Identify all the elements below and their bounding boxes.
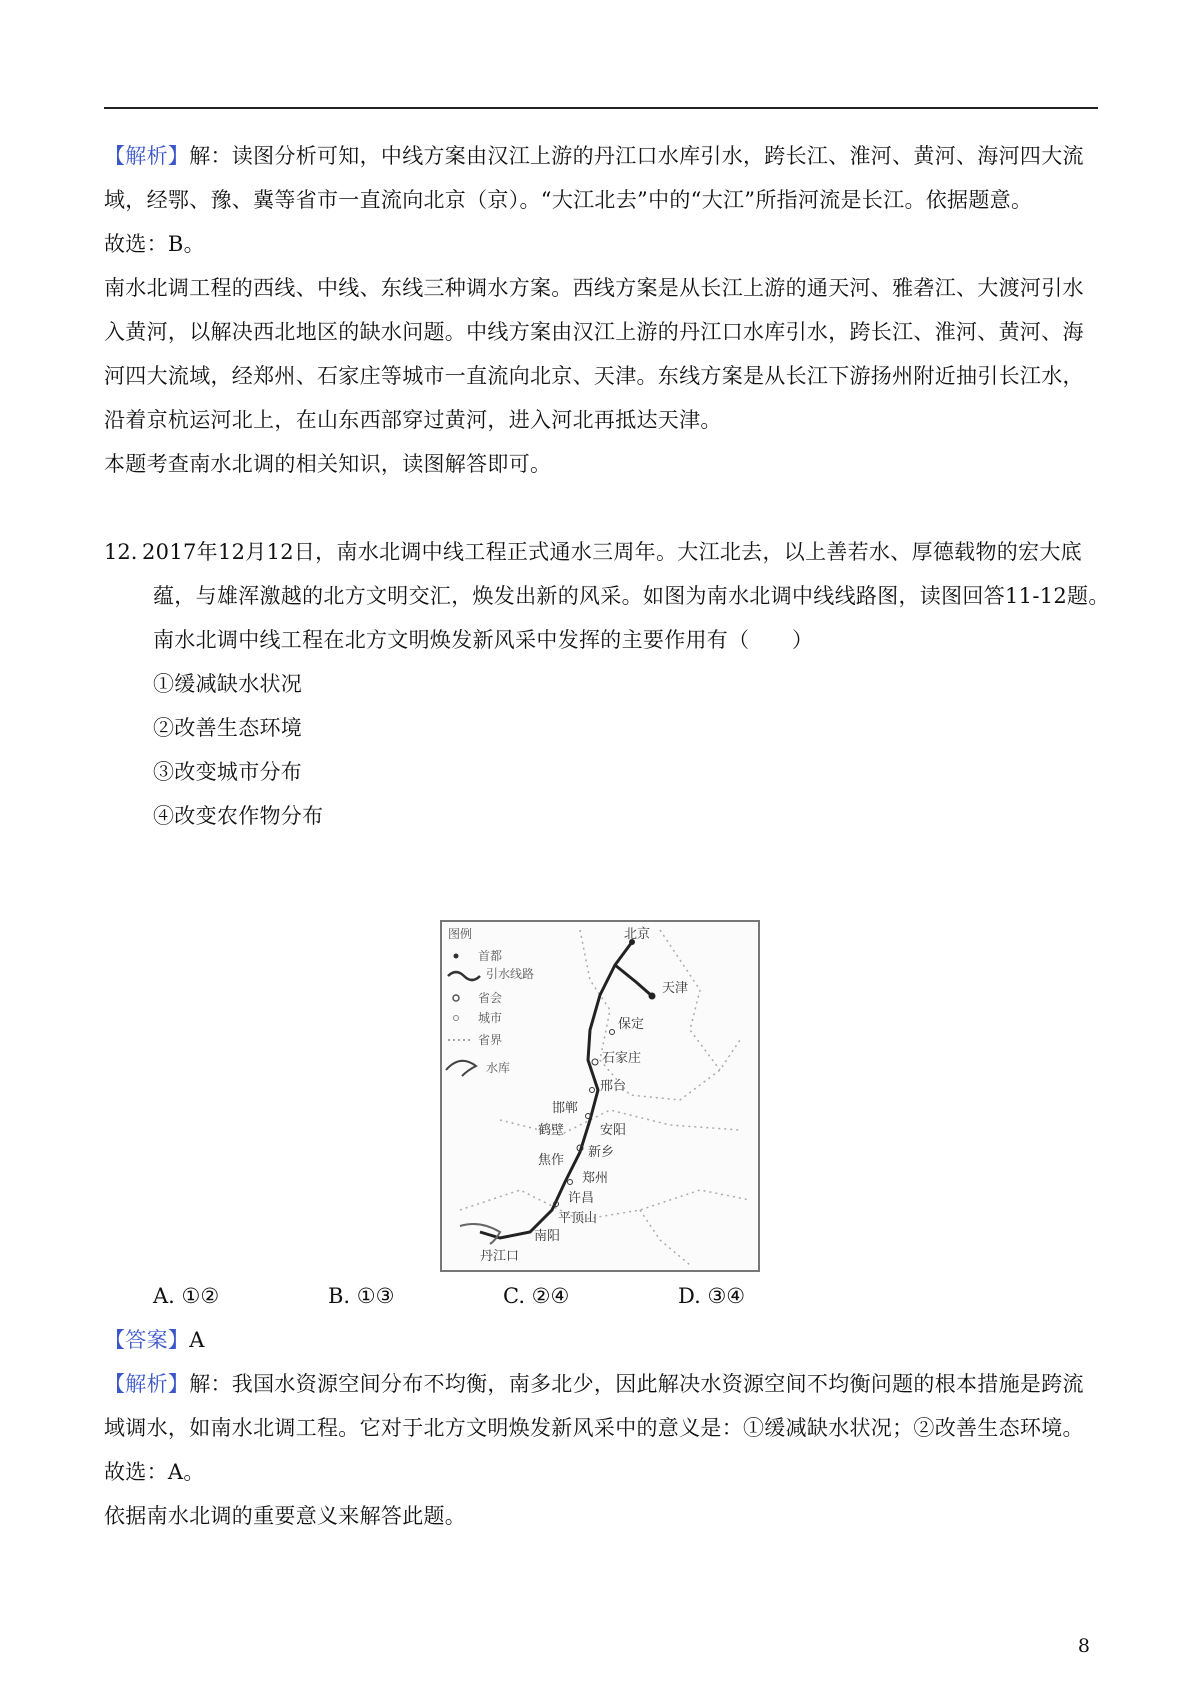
question-item-1: ①缓减缺水状况 xyxy=(153,672,303,696)
legend-province-capital: 省会 xyxy=(478,991,503,1005)
city-pingdingshan: 平顶山 xyxy=(558,1211,598,1226)
answer-line xyxy=(104,1326,205,1354)
analysis1-line6: 河四大流域，经郑州、石家庄等城市一直流向北京、天津。东线方案是从长江下游扬州附近抽引长江水， xyxy=(104,364,1084,388)
analysis2-line4: 依据南水北调的重要意义来解答此题。 xyxy=(104,1504,467,1528)
question-line1: 2017年12月12日，南水北调中线工程正式通水三周年。大江北去，以上善若水、厚德载物的宏大底 xyxy=(142,540,1082,564)
answer-value: A xyxy=(189,1328,205,1352)
legend-title: 图例 xyxy=(448,927,473,941)
question-item-3: ③改变城市分布 xyxy=(153,760,303,784)
analysis2-line2: 域调水，如南水北调工程。它对于北方文明焕发新风采中的意义是：①缓减缺水状况；②改善生态环境。 xyxy=(104,1416,1084,1440)
city-beijing: 北京 xyxy=(624,927,651,942)
page-number: 8 xyxy=(1077,1635,1090,1657)
legend-reservoir: 水库 xyxy=(486,1061,511,1075)
option-d: D. ③④ xyxy=(678,1284,746,1308)
option-a: A. ①② xyxy=(153,1284,220,1308)
analysis1-line2: 域，经鄂、豫、冀等省市一直流向北京（京）。“大江北去”中的“大江”所指河流是长江。依据题意。 xyxy=(104,188,1033,212)
city-jiaozuo: 焦作 xyxy=(538,1153,565,1168)
analysis1-text1: 解：读图分析可知，中线方案由汉江上游的丹江口水库引水，跨长江、淮河、黄河、海河四大流 xyxy=(189,144,1084,168)
analysis1-line1 xyxy=(104,142,1084,170)
question-item-2: ②改善生态环境 xyxy=(153,716,303,740)
analysis1-line3: 故选：B。 xyxy=(104,232,205,256)
route-map xyxy=(440,920,760,1272)
option-b: B. ①③ xyxy=(328,1284,395,1308)
answer-options xyxy=(153,1282,873,1310)
question-item-4: ④改变农作物分布 xyxy=(153,804,324,828)
analysis1-line7: 沿着京杭运河北上，在山东西部穿过黄河，进入河北再抵达天津。 xyxy=(104,408,722,432)
legend-route: 引水线路 xyxy=(486,967,535,981)
city-xingtai: 邢台 xyxy=(600,1079,627,1094)
city-handan: 邯郸 xyxy=(552,1101,579,1116)
question-number: 12. xyxy=(104,540,138,564)
city-nanyang: 南阳 xyxy=(534,1229,561,1244)
analysis2-text1: 解：我国水资源空间分布不均衡，南多北少，因此解决水资源空间不均衡问题的根本措施是跨流 xyxy=(189,1372,1084,1396)
analysis1-line5: 入黄河，以解决西北地区的缺水问题。中线方案由汉江上游的丹江口水库引水，跨长江、淮河、黄河、海 xyxy=(104,320,1084,344)
analysis-tag: 【解析】 xyxy=(104,144,190,168)
city-xinxiang: 新乡 xyxy=(588,1145,615,1160)
legend-city: 城市 xyxy=(478,1011,503,1025)
legend-border: 省界 xyxy=(478,1033,503,1047)
answer-tag: 【答案】 xyxy=(104,1328,190,1352)
question-line3: 南水北调中线工程在北方文明焕发新风采中发挥的主要作用有（ ） xyxy=(153,628,814,652)
city-baoding: 保定 xyxy=(618,1017,645,1032)
analysis2-tag: 【解析】 xyxy=(104,1372,190,1396)
header-rule xyxy=(104,107,1098,109)
analysis2-line1 xyxy=(104,1370,1084,1398)
city-zhengzhou: 郑州 xyxy=(582,1171,609,1186)
analysis1-line8: 本题考查南水北调的相关知识，读图解答即可。 xyxy=(104,452,552,476)
option-c: C. ②④ xyxy=(503,1284,570,1308)
city-xuchang: 许昌 xyxy=(568,1191,595,1206)
question-line2: 蕴，与雄浑激越的北方文明交汇，焕发出新的风采。如图为南水北调中线线路图，读图回答11-12题。 xyxy=(153,584,1110,608)
analysis2-line3: 故选：A。 xyxy=(104,1460,205,1484)
city-shijiazhuang: 石家庄 xyxy=(602,1051,642,1066)
city-anyang: 安阳 xyxy=(600,1123,627,1138)
route-map-figure xyxy=(440,920,760,1272)
city-hebi: 鹤壁 xyxy=(538,1123,565,1138)
legend-capital: 首都 xyxy=(478,949,503,963)
city-danjiangkou: 丹江口 xyxy=(480,1249,520,1264)
analysis1-line4: 南水北调工程的西线、中线、东线三种调水方案。西线方案是从长江上游的通天河、雅砻江、大渡河引水 xyxy=(104,276,1084,300)
city-tianjin: 天津 xyxy=(662,981,689,996)
